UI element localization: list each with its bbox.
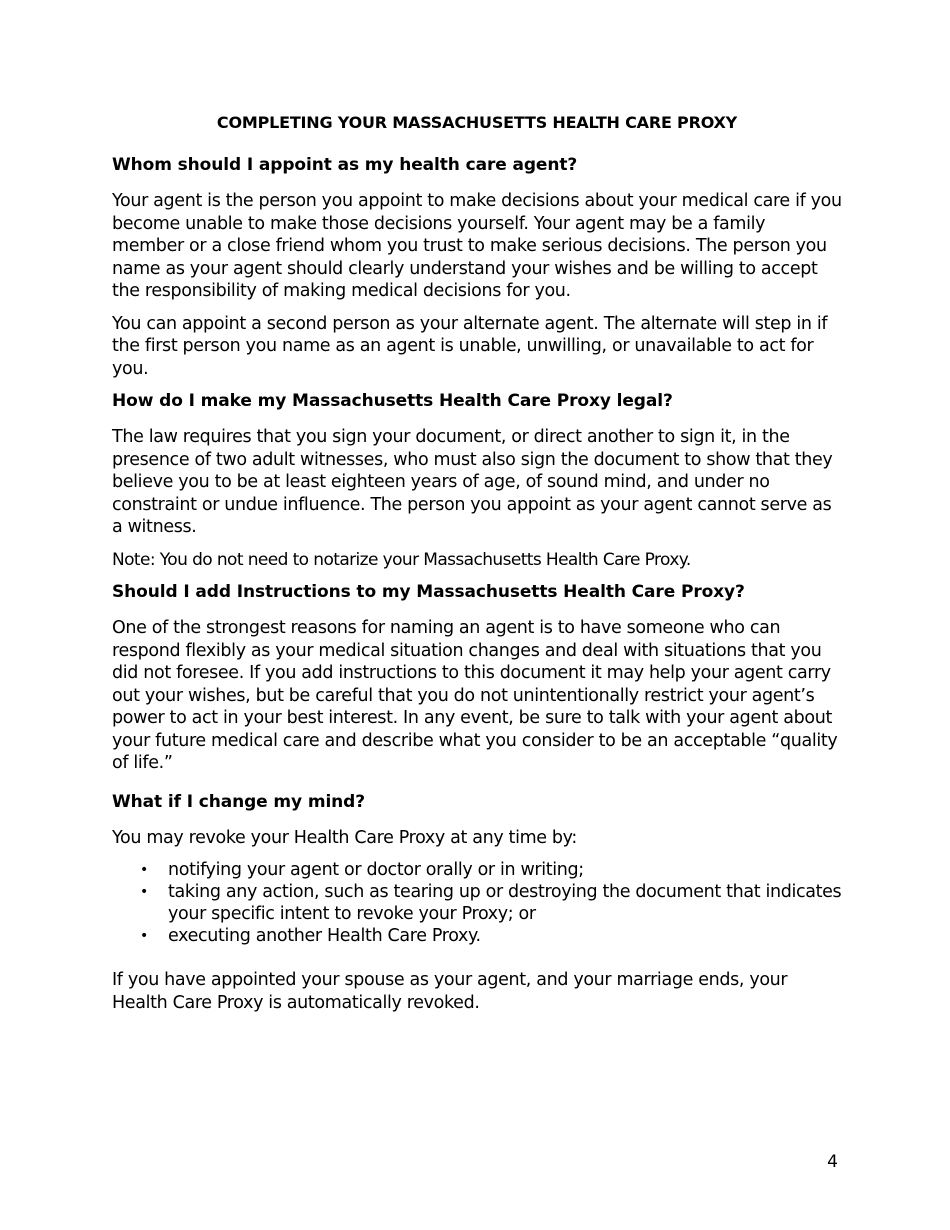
section-heading-change-mind: What if I change my mind?	[112, 791, 366, 812]
section-heading-appoint-agent: Whom should I appoint as my health care agent?	[112, 155, 578, 175]
bullet-icon: •	[140, 862, 148, 878]
document-title: COMPLETING YOUR MASSACHUSETTS HEALTH CARE PROXY	[216, 113, 738, 132]
list-item-text: taking any action, such as tearing up or destroying the document that indicates your specific intent to revoke your Proxy; or	[168, 882, 842, 924]
paragraph-alternate-agent: You can appoint a second person as your alternate agent. The alternate will step in if the first person you name as an agent is unable, unwilling, or unavailable to act for you.	[112, 313, 828, 379]
list-item	[112, 925, 842, 947]
paragraph-agent-definition: Your agent is the person you appoint to make decisions about your medical care if you become unable to make those decisions yourself. Your agent may be a family member or a close friend whom you trust to make serious decisions. The person you name as your agent should clearly understand your wishes and be willing to accept the responsibility of making medical decisions for you.	[112, 191, 842, 301]
list-item-text: notifying your agent or doctor orally or in writing;	[168, 860, 584, 880]
document-page	[112, 112, 842, 1024]
section-heading-add-instructions: Should I add Instructions to my Massachusetts Health Care Proxy?	[112, 582, 745, 602]
bullet-icon: •	[140, 928, 148, 944]
paragraph-spouse-revocation: If you have appointed your spouse as your agent, and your marriage ends, your Health Care Proxy is automatically revoked.	[112, 970, 788, 1013]
list-item	[112, 859, 842, 881]
paragraph-notarize-note: Note: You do not need to notarize your Massachusetts Health Care Proxy.	[112, 549, 691, 570]
revoke-methods-list	[112, 859, 842, 947]
bullet-icon: •	[140, 884, 148, 900]
paragraph-instructions: One of the strongest reasons for naming an agent is to have someone who can respond flexibly as your medical situation changes and deal with situations that you did not foresee. If you add instructions to this document it may help your agent carry out your wishes, but be careful that you do not unintentionally restrict your agent’s power to act in your best interest. In any event, be sure to talk with your agent about your future medical care and describe what you consider to be an acceptable “quality of life.”	[112, 618, 838, 773]
page-number: 4	[827, 1152, 838, 1172]
list-item-text: executing another Health Care Proxy.	[168, 926, 481, 946]
paragraph-revoke-intro: You may revoke your Health Care Proxy at any time by:	[112, 827, 577, 848]
section-heading-make-legal: How do I make my Massachusetts Health Care Proxy legal?	[112, 391, 673, 411]
paragraph-witness-requirements: The law requires that you sign your document, or direct another to sign it, in the presence of two adult witnesses, who must also sign the document to show that they believe you to be at least eighteen years of age, of sound mind, and under no constraint or undue influence. The person you appoint as your agent cannot serve as a witness.	[112, 427, 833, 537]
list-item	[112, 881, 842, 925]
